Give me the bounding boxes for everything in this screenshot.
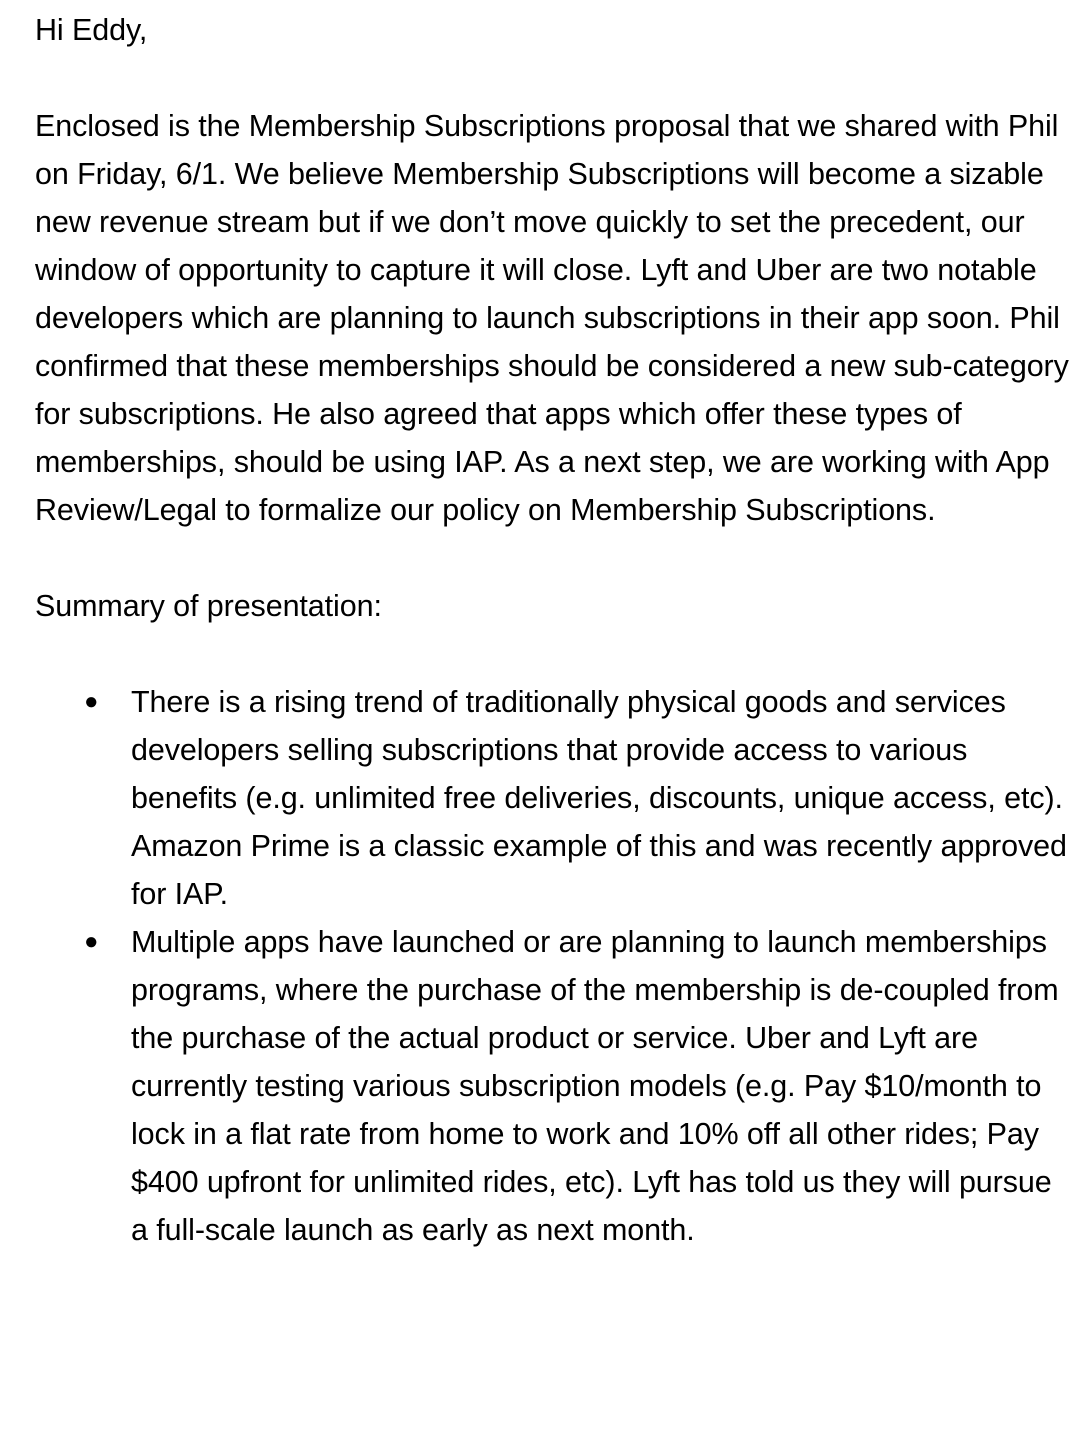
bullet-dot-icon: ● bbox=[84, 928, 99, 955]
intro-paragraph: Enclosed is the Membership Subscriptions proposal that we shared with Phil on Friday, 6/1. We believe Membership Subscriptions will become a sizable new revenue stream but if we don’t move quickly to set the precedent, our window of opportunity to capture it will close. Lyft and Uber are two notable developers which are planning to launch subscriptions in their app soon. Phil confirmed that these memberships should be considered a new sub-category for subscriptions. He also agreed that apps which offer these types of memberships, should be using IAP. As a next step, we are working with App Review/Legal to formalize our policy on Membership Subscriptions. bbox=[35, 109, 1069, 527]
summary-heading: Summary of presentation: bbox=[35, 589, 382, 623]
email-body bbox=[35, 0, 1075, 1254]
summary-bullet-text: There is a rising trend of traditionally physical goods and services developers selling subscriptions that provide access to various benefits (e.g. unlimited free deliveries, discounts, unique access, etc). Amazon Prime is a classic example of this and was recently approved for IAP. bbox=[131, 685, 1067, 911]
bullet-dot-icon: ● bbox=[84, 688, 99, 715]
summary-bullet-list bbox=[35, 630, 1075, 1254]
summary-bullet-text: Multiple apps have launched or are planning to launch memberships programs, where the purchase of the membership is de-coupled from the purchase of the actual product or service. Uber and Lyft are currently testing various subscription models (e.g. Pay $10/month to lock in a flat rate from home to work and 10% off all other rides; Pay $400 upfront for unlimited rides, etc). Lyft has told us they will pursue a full-scale launch as early as next month. bbox=[131, 925, 1059, 1247]
summary-bullet-item bbox=[35, 918, 1075, 1254]
summary-bullet-item bbox=[35, 678, 1075, 918]
email-greeting: Hi Eddy, bbox=[35, 13, 148, 47]
